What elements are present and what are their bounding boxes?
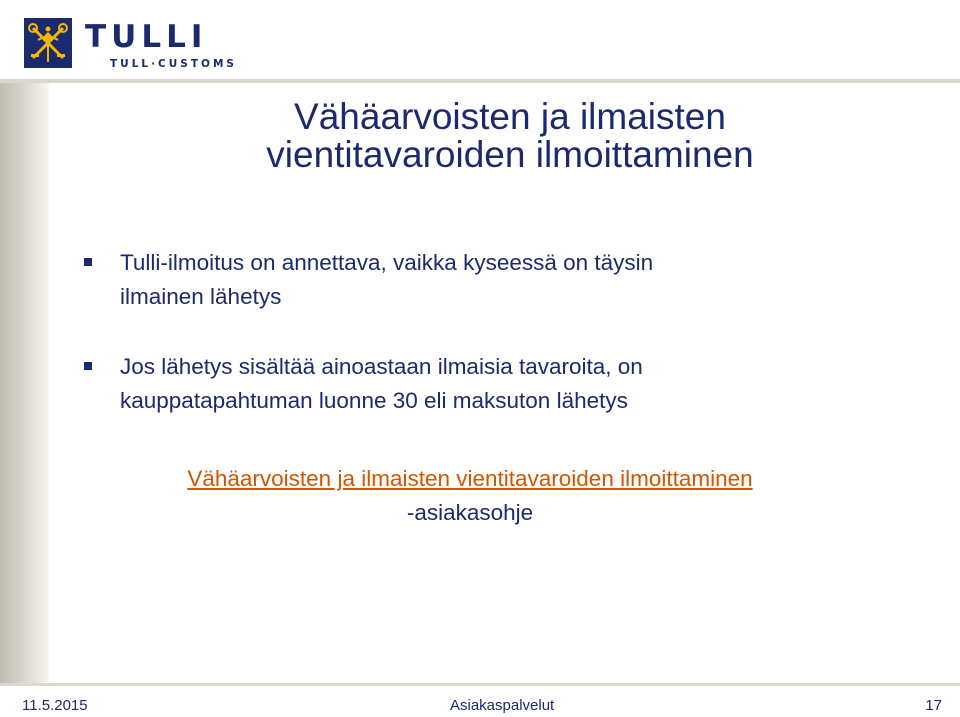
bullet-item (84, 350, 844, 418)
page-number: 17 (925, 697, 942, 714)
bullet-text-line: kauppatapahtuman luonne 30 eli maksuton lähetys (120, 388, 628, 413)
slide-title-line-2: vientitavaroiden ilmoittaminen (266, 134, 754, 175)
customer-guide-link[interactable]: Vähäarvoisten ja ilmaisten vientitavaroiden ilmoittaminen (187, 466, 753, 491)
slide-title-line-1: Vähäarvoisten ja ilmaisten (294, 96, 726, 137)
bullet-text-line: Tulli-ilmoitus on annettava, vaikka kyseessä on täysin (120, 250, 654, 275)
left-gradient-strip (0, 79, 49, 685)
tulli-logo (24, 18, 284, 74)
logo-subtitle: TULL·CUSTOMS (110, 58, 237, 70)
footer-date: 11.5.2015 (22, 697, 88, 714)
bullet-text-line: ilmainen lähetys (120, 284, 282, 309)
bullet-text-line: Jos lähetys sisältää ainoastaan ilmaisia tavaroita, on (120, 354, 643, 379)
logo-wordmark: TULLI (85, 19, 208, 55)
footer-department: Asiakaspalvelut (450, 697, 555, 714)
bottom-divider (0, 683, 960, 686)
top-divider (0, 79, 960, 83)
bullet-item (84, 246, 844, 314)
customer-guide-suffix: -asiakasohje (406, 500, 534, 525)
tulli-emblem-icon (24, 18, 72, 68)
square-bullet-icon (84, 258, 92, 266)
bullet-list (84, 246, 844, 454)
slide-title (150, 98, 870, 174)
guide-link-block (60, 462, 880, 530)
square-bullet-icon (84, 362, 92, 370)
